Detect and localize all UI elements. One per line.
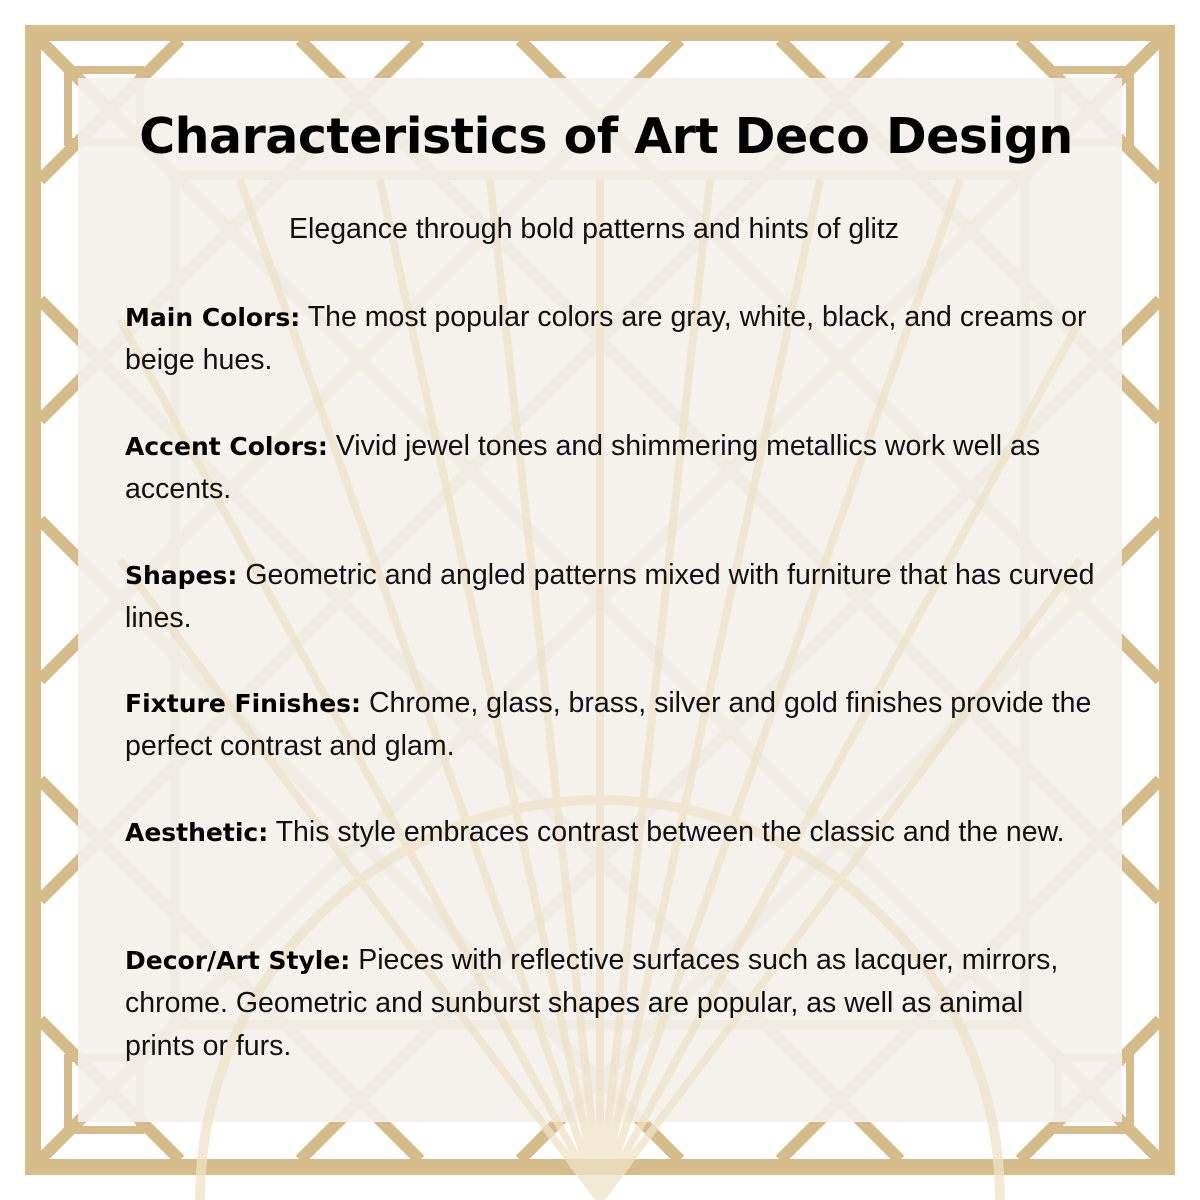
- feature-description: Geometric and angled patterns mixed with furniture that has curved lines.: [125, 559, 1095, 634]
- feature-aesthetic: [125, 811, 1100, 854]
- feature-decor-art-style: [125, 939, 1100, 1068]
- feature-description: Vivid jewel tones and shimmering metallics work well as accents.: [125, 430, 1041, 505]
- feature-description: This style embraces contrast between the classic and the new.: [268, 816, 1065, 848]
- feature-description: The most popular colors are gray, white, black, and creams or beige hues.: [125, 301, 1087, 376]
- feature-term: Shapes:: [125, 561, 238, 590]
- feature-accent-colors: [125, 425, 1100, 511]
- feature-term: Decor/Art Style:: [125, 946, 351, 975]
- feature-description: Chrome, glass, brass, silver and gold finishes provide the perfect contrast and glam.: [125, 687, 1092, 762]
- feature-description: Pieces with reflective surfaces such as lacquer, mirrors, chrome. Geometric and sunburst shapes are popular, as well as animal prints or furs.: [125, 944, 1059, 1062]
- feature-fixture-finishes: [125, 682, 1100, 768]
- feature-term: Main Colors:: [125, 303, 301, 332]
- feature-term: Accent Colors:: [125, 432, 328, 461]
- feature-shapes: [125, 554, 1100, 640]
- feature-term: Aesthetic:: [125, 818, 269, 847]
- feature-term: Fixture Finishes:: [125, 689, 362, 718]
- page-subtitle: Elegance through bold patterns and hints of glitz: [289, 213, 899, 245]
- page-title: Characteristics of Art Deco Design: [139, 108, 1073, 165]
- feature-main-colors: [125, 296, 1100, 382]
